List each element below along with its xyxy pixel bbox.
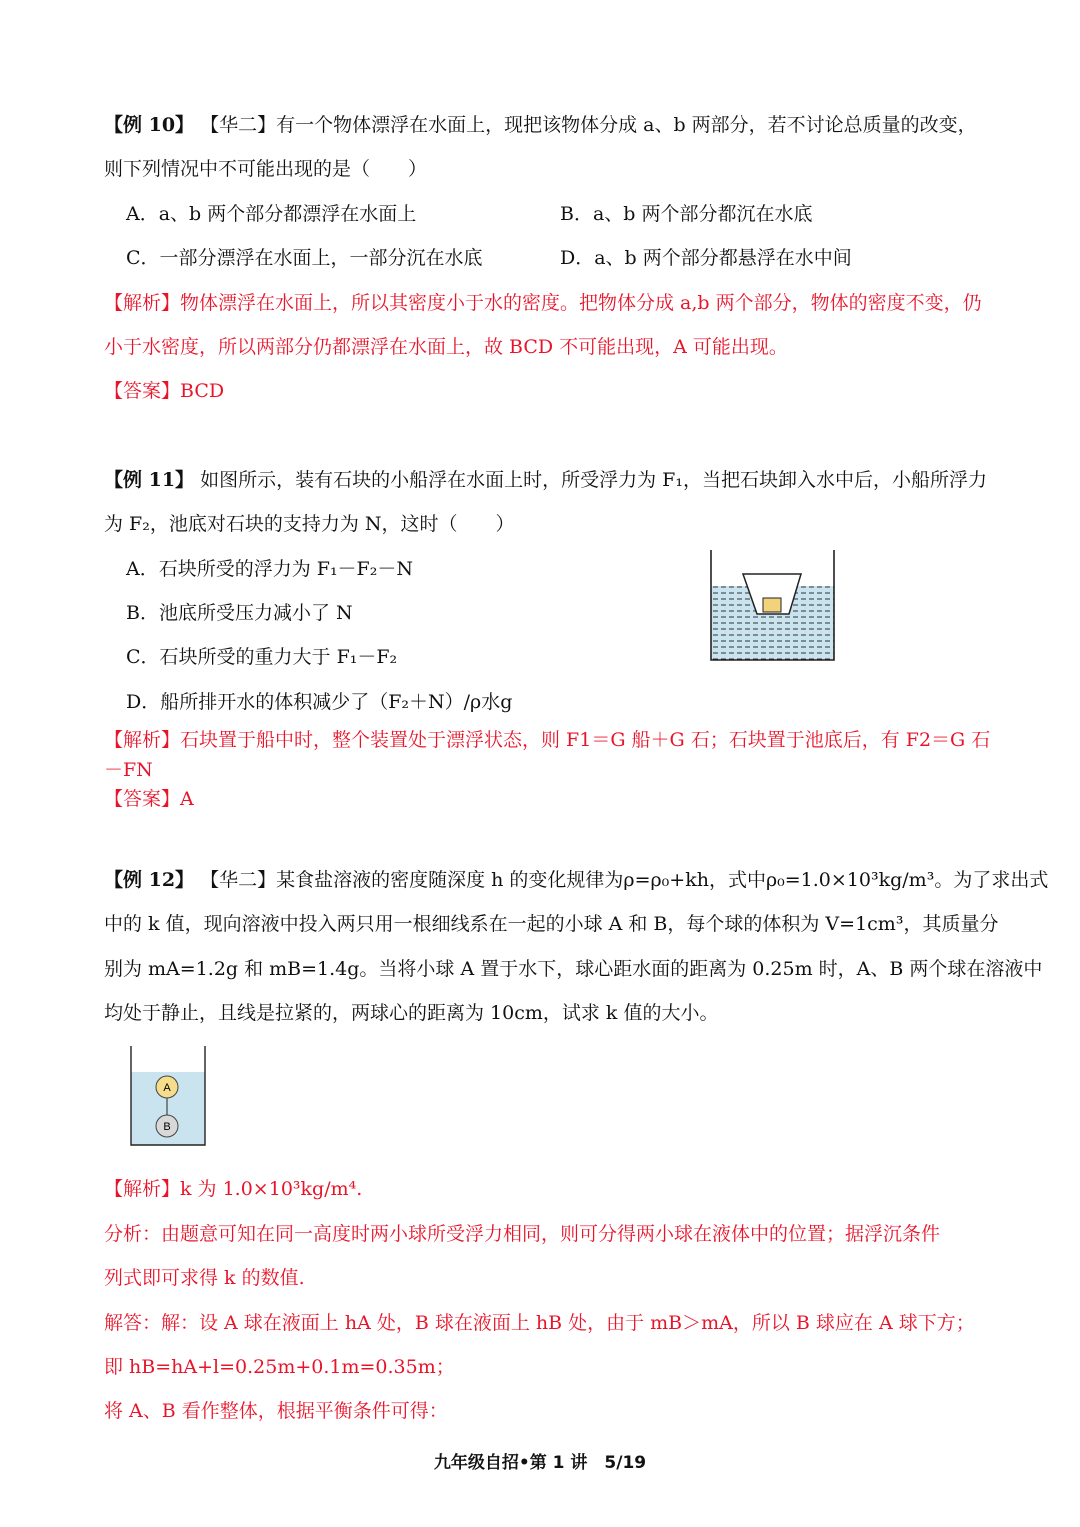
q10-tag: 【例 10】 xyxy=(104,114,195,136)
q12-ji: 即 hB=hA+l=0.25m+0.1m=0.35m； xyxy=(104,1356,455,1378)
q10-analysis-1: 【解析】物体漂浮在水面上，所以其密度小于水的密度。把物体分成 a,b 两个部分，物体的密度不变，仍 xyxy=(104,292,982,314)
q11-option-a: A．石块所受的浮力为 F₁－F₂－N xyxy=(126,558,413,580)
page-footer: 九年级自招•第 1 讲 5/19 xyxy=(433,1453,647,1473)
q12-fenxi-2: 列式即可求得 k 的数值. xyxy=(104,1267,305,1289)
q11-line1 xyxy=(104,467,987,493)
ball-b-label: B xyxy=(163,1121,171,1133)
q11-option-c: C．石块所受的重力大于 F₁－F₂ xyxy=(126,646,398,668)
q12-jieda: 解答：解：设 A 球在液面上 hA 处，B 球在液面上 hB 处，由于 mB＞mA，所以 B 球应在 A 球下方； xyxy=(104,1312,975,1334)
balls-in-solution-diagram xyxy=(128,1046,208,1148)
q12-fenxi-1: 分析：由题意可知在同一高度时两小球所受浮力相同，则可分得两小球在液体中的位置；据浮沉条件 xyxy=(104,1223,941,1245)
q10-stem-2: 则下列情况中不可能出现的是（ ） xyxy=(104,158,428,180)
q10-option-b: B．a、b 两个部分都沉在水底 xyxy=(560,203,813,225)
stone xyxy=(763,598,781,612)
q12-jiang: 将 A、B 看作整体，根据平衡条件可得： xyxy=(104,1400,448,1422)
q10-stem-1: 【华二】有一个物体漂浮在水面上，现把该物体分成 a、b 两部分，若不讨论总质量的改变， xyxy=(200,114,977,136)
q11-stem-2: 为 F₂，池底对石块的支持力为 N，这时（ ） xyxy=(104,513,515,535)
q12-stem-4: 均处于静止，且线是拉紧的，两球心的距离为 10cm，试求 k 值的大小。 xyxy=(104,1002,719,1024)
q10-option-a: A．a、b 两个部分都漂浮在水面上 xyxy=(126,203,417,225)
boat-in-pool-diagram xyxy=(705,548,840,666)
q10-option-d: D．a、b 两个部分都悬浮在水中间 xyxy=(560,247,852,269)
q11-option-b: B．池底所受压力减小了 N xyxy=(126,602,353,624)
q12-line1 xyxy=(104,867,1048,893)
ball-a-label: A xyxy=(163,1082,171,1094)
q10-option-c: C．一部分漂浮在水面上，一部分沉在水底 xyxy=(126,247,483,269)
q10-analysis-2: 小于水密度，所以两部分仍都漂浮在水面上，故 BCD 不可能出现，A 可能出现。 xyxy=(104,336,788,358)
q12-analysis: 【解析】k 为 1.0×10³kg/m⁴. xyxy=(104,1178,363,1200)
q11-analysis-2: －FN xyxy=(104,759,153,781)
q10-line1 xyxy=(104,112,977,138)
q11-stem-1: 如图所示，装有石块的小船浮在水面上时，所受浮力为 F₁，当把石块卸入水中后，小船所浮力 xyxy=(200,469,987,491)
q12-stem-1: 【华二】某食盐溶液的密度随深度 h 的变化规律为ρ=ρ₀+kh，式中ρ₀=1.0×10³kg/m³。为了求出式 xyxy=(200,869,1049,891)
q11-option-d: D．船所排开水的体积减少了（F₂＋N）/ρ水g xyxy=(126,691,513,713)
q11-answer: 【答案】A xyxy=(104,788,194,810)
q12-stem-3: 别为 mA=1.2g 和 mB=1.4g。当将小球 A 置于水下，球心距水面的距离为 0.25m 时，A、B 两个球在溶液中 xyxy=(104,958,1043,980)
q12-stem-2: 中的 k 值，现向溶液中投入两只用一根细线系在一起的小球 A 和 B，每个球的体积为 V=1cm³，其质量分 xyxy=(104,913,999,935)
q12-tag: 【例 12】 xyxy=(104,869,195,891)
q10-answer: 【答案】BCD xyxy=(104,380,225,402)
q11-tag: 【例 11】 xyxy=(104,469,195,491)
q11-analysis-1: 【解析】石块置于船中时，整个装置处于漂浮状态，则 F1＝G 船＋G 石；石块置于池底后，有 F2＝G 石 xyxy=(104,729,991,751)
